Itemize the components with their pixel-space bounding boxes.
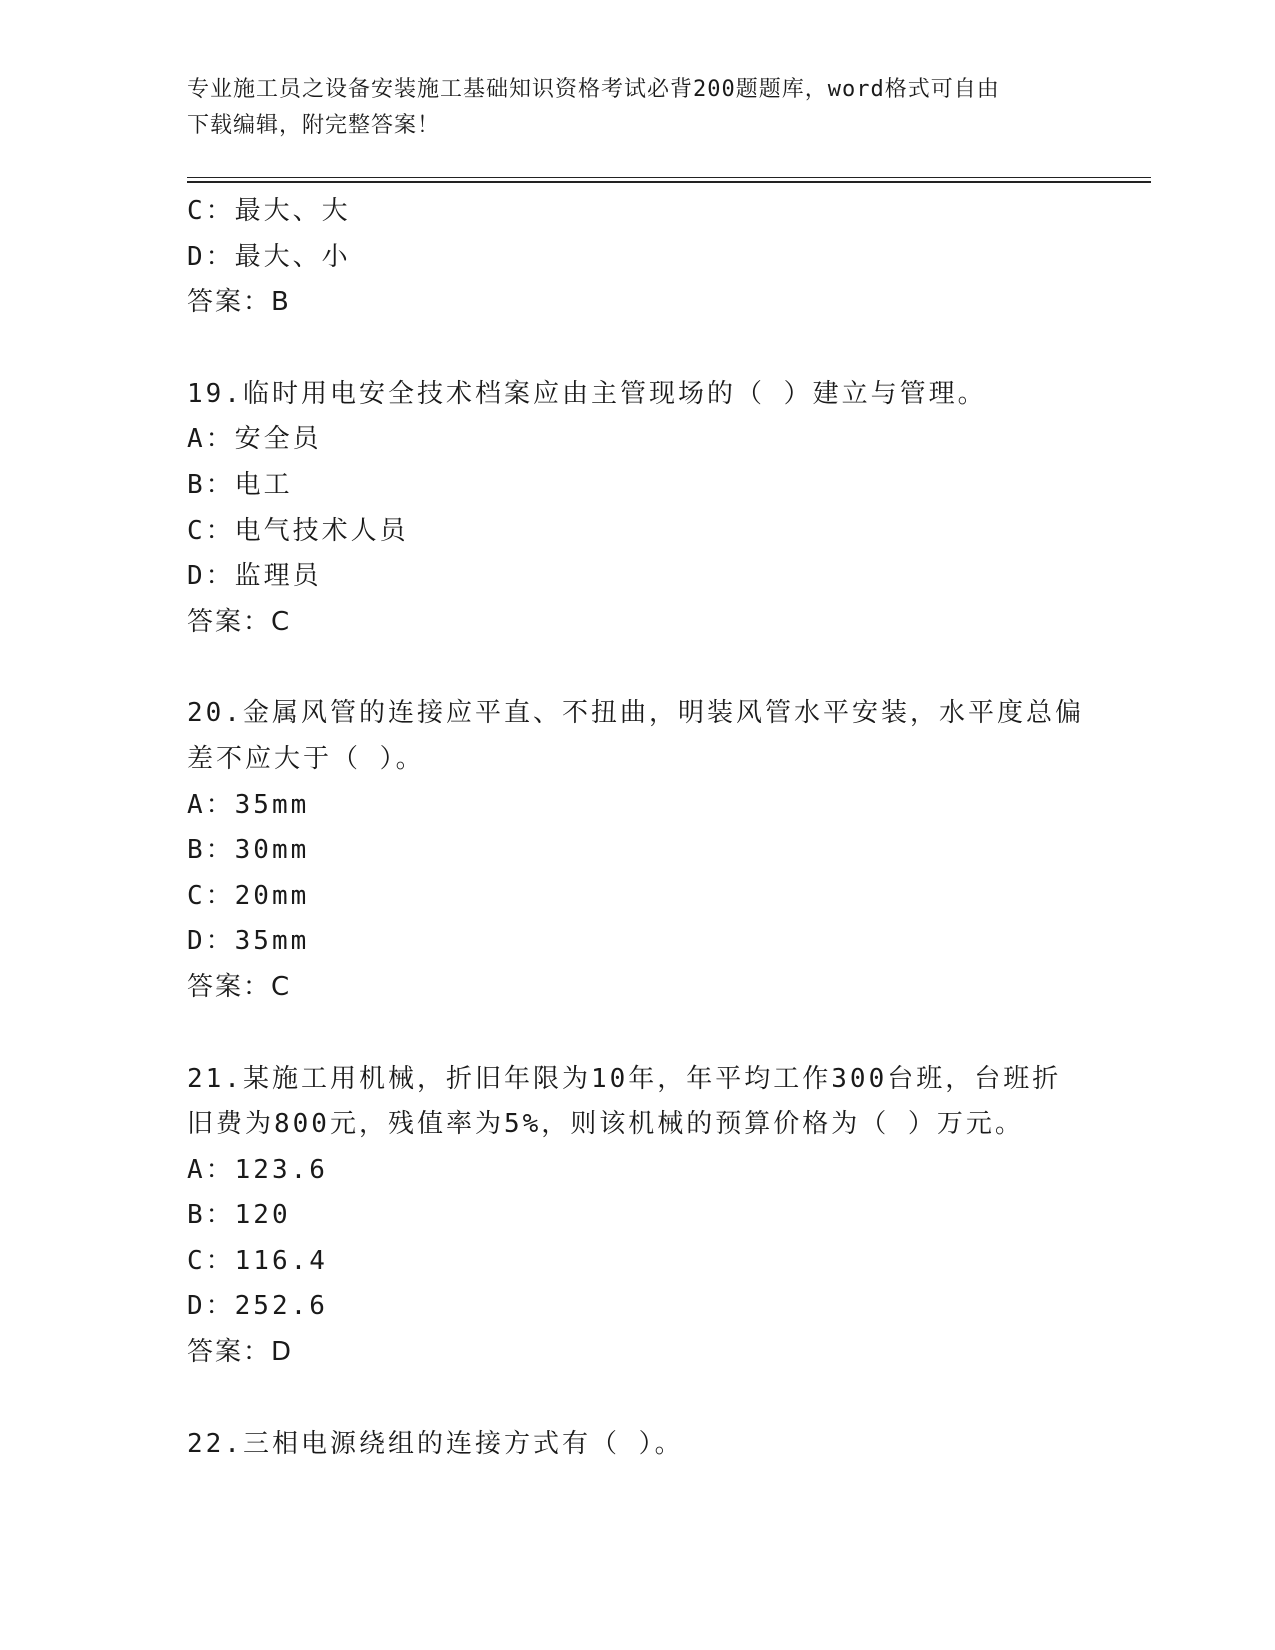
question-21 [187,1057,1087,1376]
option-a: A：123.6 [187,1154,328,1185]
option-b: B：30mm [187,835,310,866]
option-c: C：最大、大 [187,196,351,226]
answer: 答案：B [187,287,291,318]
document-header [187,72,1067,144]
answer: 答案：D [187,1337,294,1368]
header-line-1: 专业施工员之设备安装施工基础知识资格考试必背200题题库，word格式可自由 [187,77,1000,102]
option-a: A：安全员 [187,424,322,455]
answer: 答案：C [187,606,292,637]
question-stem: 19.临时用电安全技术档案应由主管现场的（ ）建立与管理。 [187,378,987,409]
question-20 [187,691,1087,1010]
question-stem: 20.金属风管的连接应平直、不扭曲，明装风管水平安装，水平度总偏 [187,698,1084,729]
spacer [187,1376,1087,1422]
option-a: A：35mm [187,789,310,820]
spacer [187,1011,1087,1057]
option-c: C：20mm [187,880,310,911]
spacer [187,326,1087,372]
option-c: C：电气技术人员 [187,515,409,546]
option-b: B：电工 [187,469,293,500]
question-list [187,189,1087,1467]
question-19 [187,372,1087,646]
option-d: D：35mm [187,926,310,957]
answer: 答案：C [187,971,292,1002]
option-c: C：116.4 [187,1245,328,1276]
question-stem-cont: 差不应大于（ ）。 [187,743,425,774]
option-d: D：监理员 [187,561,322,592]
header-divider-thick [187,181,1151,183]
question-18-tail [187,189,1087,326]
spacer [187,645,1087,691]
question-22 [187,1422,1087,1468]
question-stem: 22.三相电源绕组的连接方式有（ ）。 [187,1428,684,1459]
question-stem: 21.某施工用机械，折旧年限为10年，年平均工作300台班，台班折 [187,1063,1062,1094]
option-b: B：120 [187,1200,291,1231]
question-stem-cont: 旧费为800元，残值率为5%，则该机械的预算价格为（ ）万元。 [187,1109,1024,1140]
header-divider-thin [187,177,1151,178]
option-d: D：252.6 [187,1291,328,1322]
option-d: D：最大、小 [187,241,351,272]
header-line-2: 下载编辑，附完整答案！ [187,113,441,138]
